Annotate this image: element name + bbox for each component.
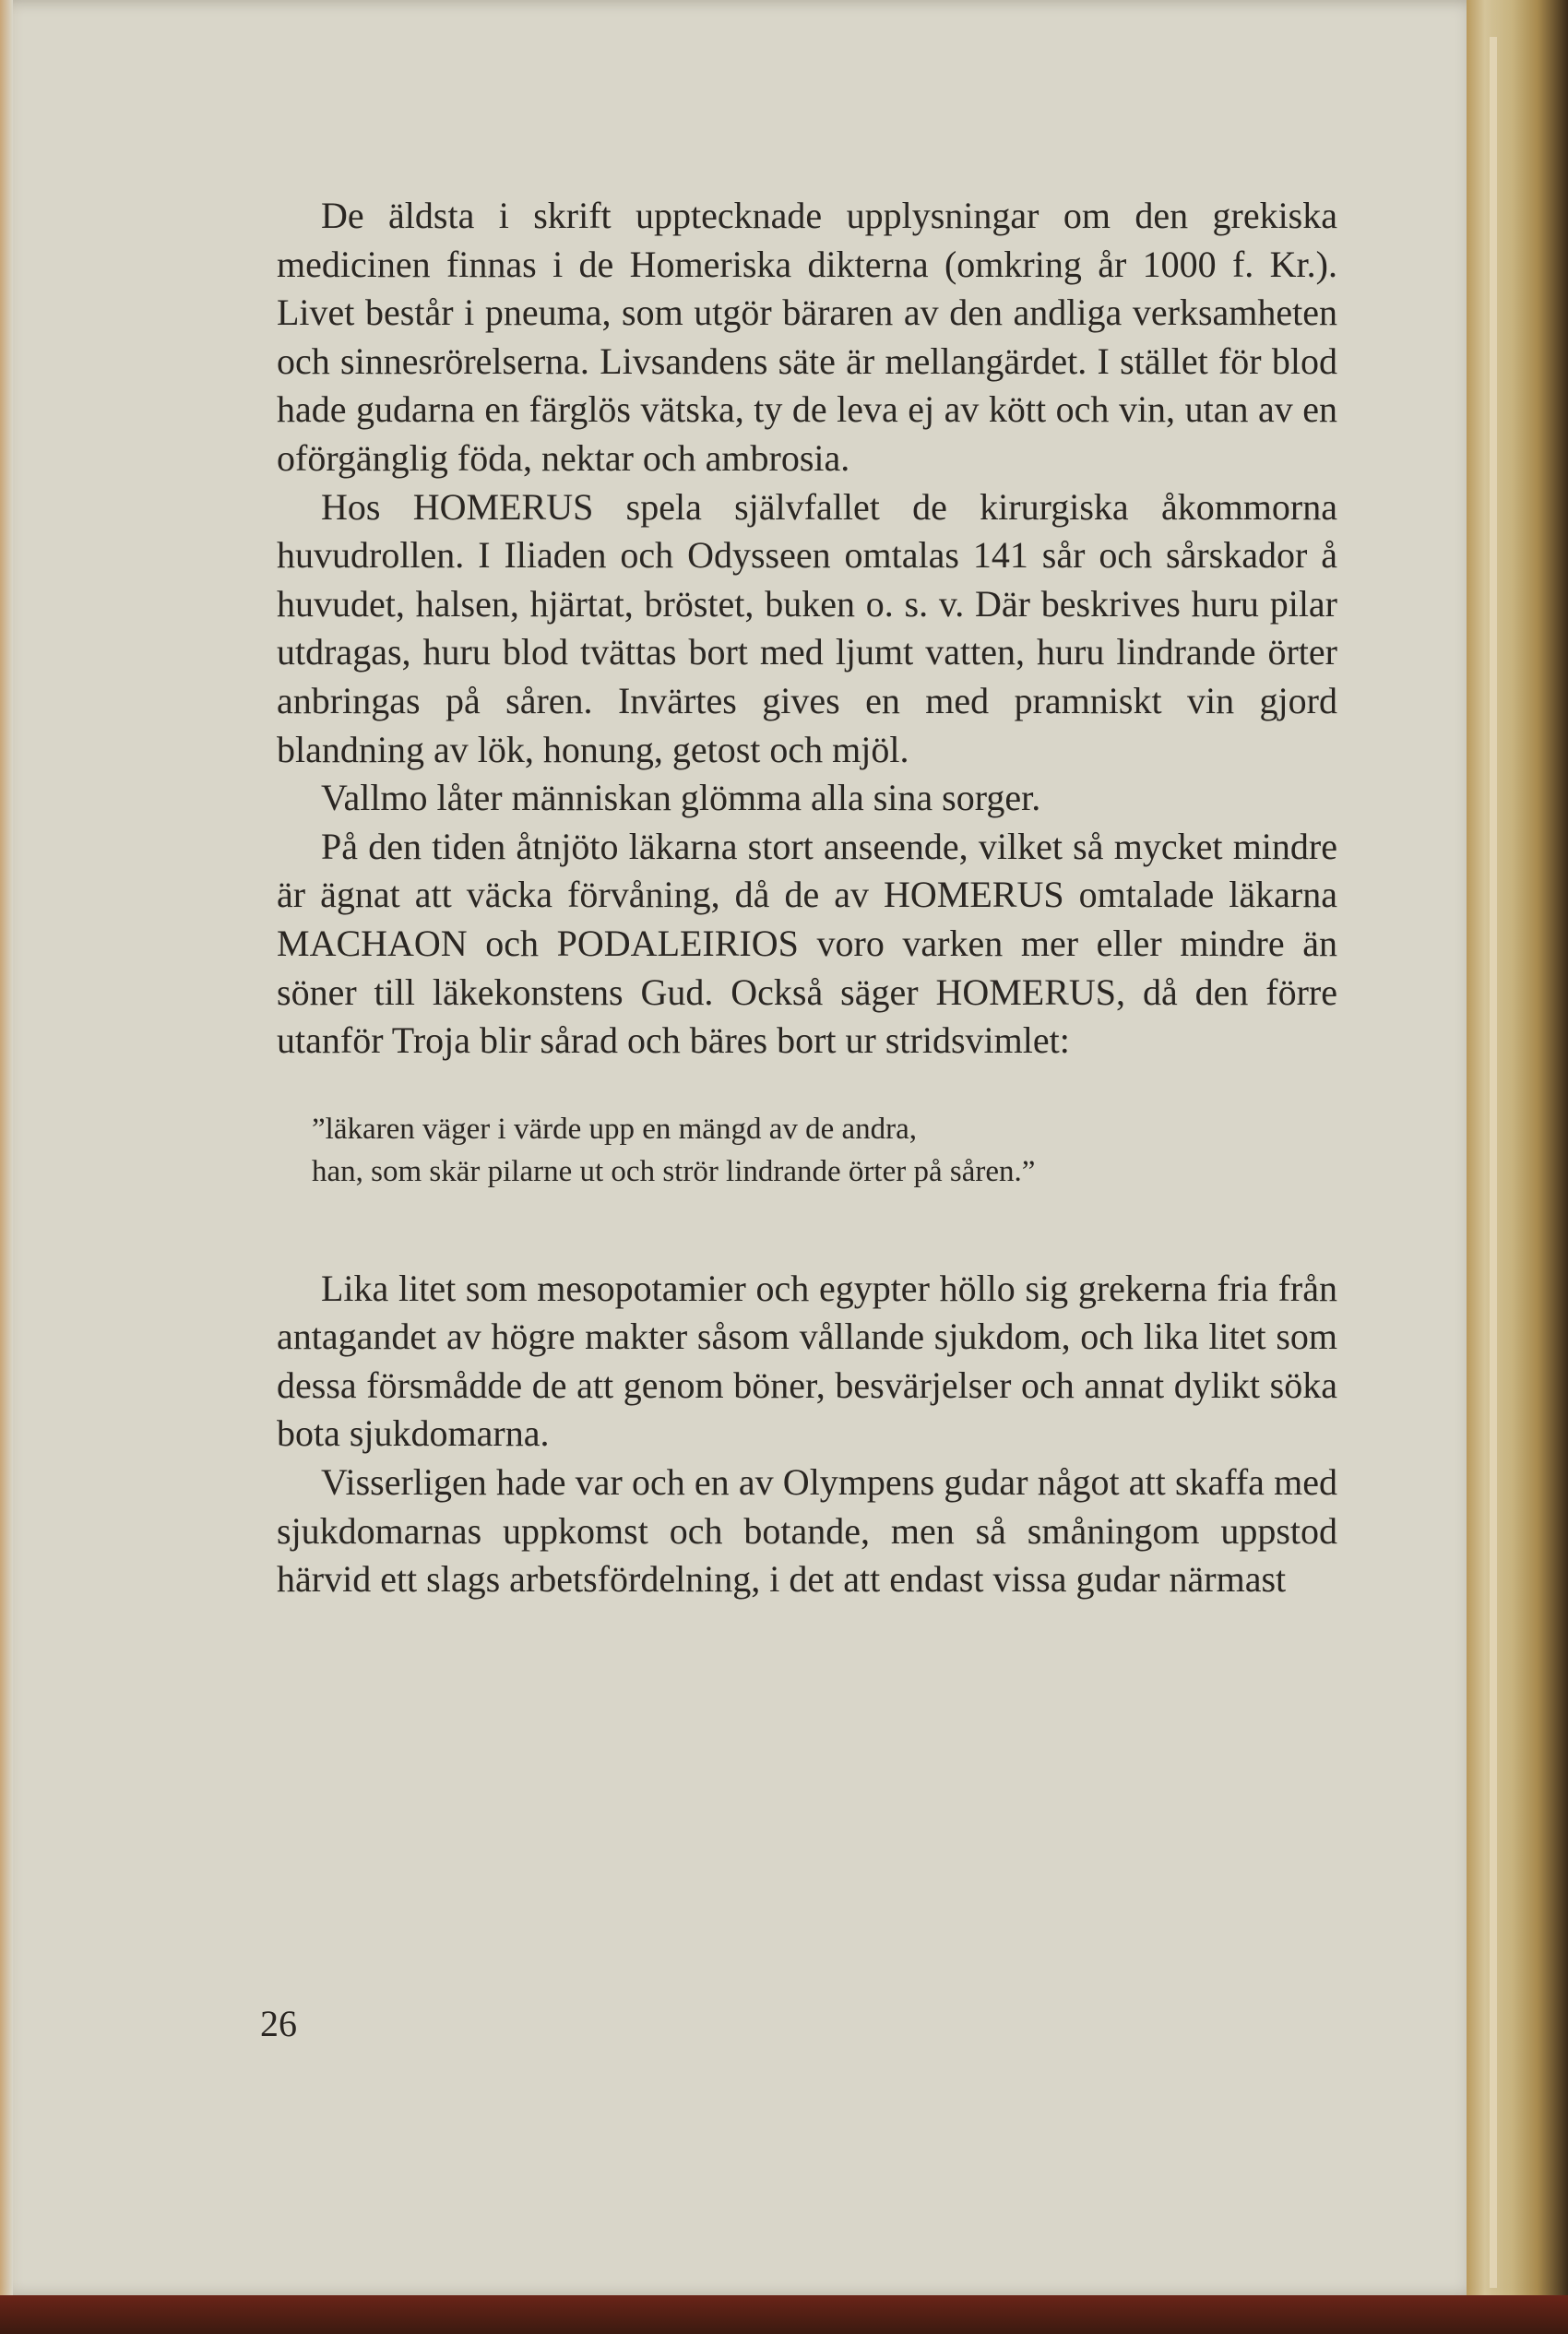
paragraph-vallmo: Vallmo låter människan glömma alla sina sorger. (321, 777, 1041, 819)
book-fore-edge (1467, 0, 1568, 2334)
page-gutter (0, 0, 13, 2297)
section-gap (277, 1193, 1337, 1265)
paragraph-higher-powers: Lika litet som mesopotamier och egypter höllo sig grekerna fria från antagandet av högre makter såsom vållande sjukdom, och lika litet som dessa försmådde de att genom böner, besvärjelser och annat dylikt söka bota sjukdomarna. (277, 1267, 1337, 1455)
paragraph-homerus-surgery: Hos HOMERUS spela självfallet de kirurgiska åkommorna huvudrollen. I Iliaden och Odysseen omtalas 141 sår och sårskador å huvudet, halsen, hjärtat, bröstet, buken o. s. v. Där beskrives huru pilar utdragas, huru blod tvättas bort med ljumt vatten, huru lindrande örter anbringas på såren. Invärtes gives en med pramniskt vin gjord blandning av lök, honung, getost och mjöl. (277, 485, 1337, 770)
paragraph-homeric-medicine: De äldsta i skrift upptecknade upplysningar om den grekiska medicinen finnas i de Homeriska dikterna (omkring år 1000 f. Kr.). Livet består i pneuma, som utgör bäraren av den andliga verksamheten och sinnesrörelserna. Livsandens säte är mellangärdet. I stället för blod hade gudarna en färglös vätska, ty de leva ej av kött och vin, utan av en oförgänglig föda, nektar och ambrosia. (277, 195, 1337, 479)
homer-quote (312, 1108, 1326, 1193)
paragraph-physicians-esteem: På den tiden åtnjöto läkarna stort anseende, vilket så mycket mindre är ägnat att väcka förvåning, då de av HOMERUS omtalade läkarna MACHAON och PODALEIRIOS voro varken mer eller mindre än söner till läkekonstens Gud. Också säger HOMERUS, då den förre utanför Troja blir sårad och bäres bort ur stridsvimlet: (277, 825, 1337, 1062)
quote-line: han, som skär pilarne ut och strör lindrande örter på såren.” (312, 1154, 1036, 1188)
book-page-stack (1490, 37, 1497, 2288)
page-text (277, 192, 1337, 1604)
page-number: 26 (260, 2003, 297, 2044)
book-cover-edge (0, 2295, 1568, 2334)
quote-line: ”läkaren väger i värde upp en mängd av de andra, (312, 1112, 918, 1146)
paragraph-olympian-gods: Visserligen hade var och en av Olympens gudar något att skaffa med sjukdomarnas uppkomst och botande, men så småningom uppstod härvid ett slags arbetsfördelning, i det att endast vissa gudar närmast (277, 1461, 1337, 1601)
